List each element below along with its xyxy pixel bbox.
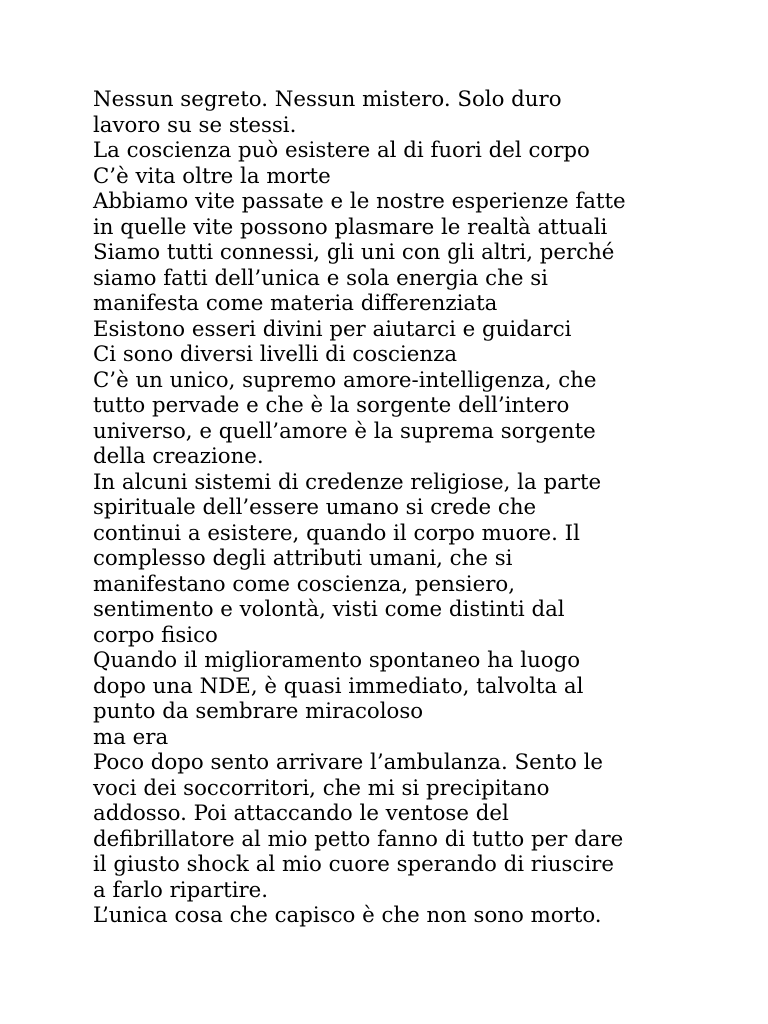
text-line: spirituale dell’essere umano si crede che <box>93 495 537 520</box>
text-line: C’è un unico, supremo amore-intelligenza, che <box>93 367 597 393</box>
text-line: in quelle vite possono plasmare le realtà attuali <box>93 214 608 240</box>
text-line: La coscienza può esistere al di fuori del corpo <box>93 138 590 163</box>
text-line: corpo fisico <box>93 622 218 648</box>
text-line: della creazione. <box>93 444 264 469</box>
text-line: continui a esistere, quando il corpo muore. Il <box>93 520 580 546</box>
text-line: a farlo ripartire. <box>93 877 269 903</box>
text-line: il giusto shock al mio cuore sperando di riuscire <box>93 852 614 877</box>
text-line: L’unica cosa che capisco è che non sono morto. <box>93 903 602 928</box>
text-line: lavoro su se stessi. <box>93 112 297 138</box>
text-line: addosso. Poi attaccando le ventose del <box>93 801 509 826</box>
text-line: dopo una NDE, è quasi immediato, talvolta al <box>93 673 584 699</box>
text-line: C’è vita oltre la morte <box>93 163 331 189</box>
text-line: siamo fatti dell’unica e sola energia che si <box>93 265 548 291</box>
text-line: punto da sembrare miracoloso <box>93 699 424 724</box>
text-line: In alcuni sistemi di credenze religiose, la parte <box>93 469 602 495</box>
text-line: defibrillatore al mio petto fanno di tutto per dare <box>93 826 624 852</box>
text-line: voci dei soccorritori, che mi si precipitano <box>93 775 550 801</box>
text-line: tutto pervade e che è la sorgente dell’intero <box>93 393 570 418</box>
text-line: Quando il miglioramento spontaneo ha luogo <box>93 648 581 673</box>
text-line: Ci sono diversi livelli di coscienza <box>93 342 458 367</box>
document-text <box>93 87 693 929</box>
text-line: ma era <box>93 724 169 750</box>
text-line: Siamo tutti connessi, gli uni con gli altri, perché <box>93 240 615 265</box>
text-line: manifesta come materia differenziata <box>93 291 498 316</box>
text-line: universo, e quell’amore è la suprema sorgente <box>93 418 596 444</box>
text-line: sentimento e volontà, visti come distinti dal <box>93 597 565 622</box>
text-line: manifestano come coscienza, pensiero, <box>93 571 515 597</box>
text-line: Esistono esseri divini per aiutarci e guidarci <box>93 316 572 342</box>
text-line: Nessun segreto. Nessun mistero. Solo duro <box>93 87 562 112</box>
text-line: complesso degli attributi umani, che si <box>93 546 513 571</box>
text-line: Abbiamo vite passate e le nostre esperienze fatte <box>93 189 626 214</box>
text-line: Poco dopo sento arrivare l’ambulanza. Sento le <box>93 750 604 775</box>
